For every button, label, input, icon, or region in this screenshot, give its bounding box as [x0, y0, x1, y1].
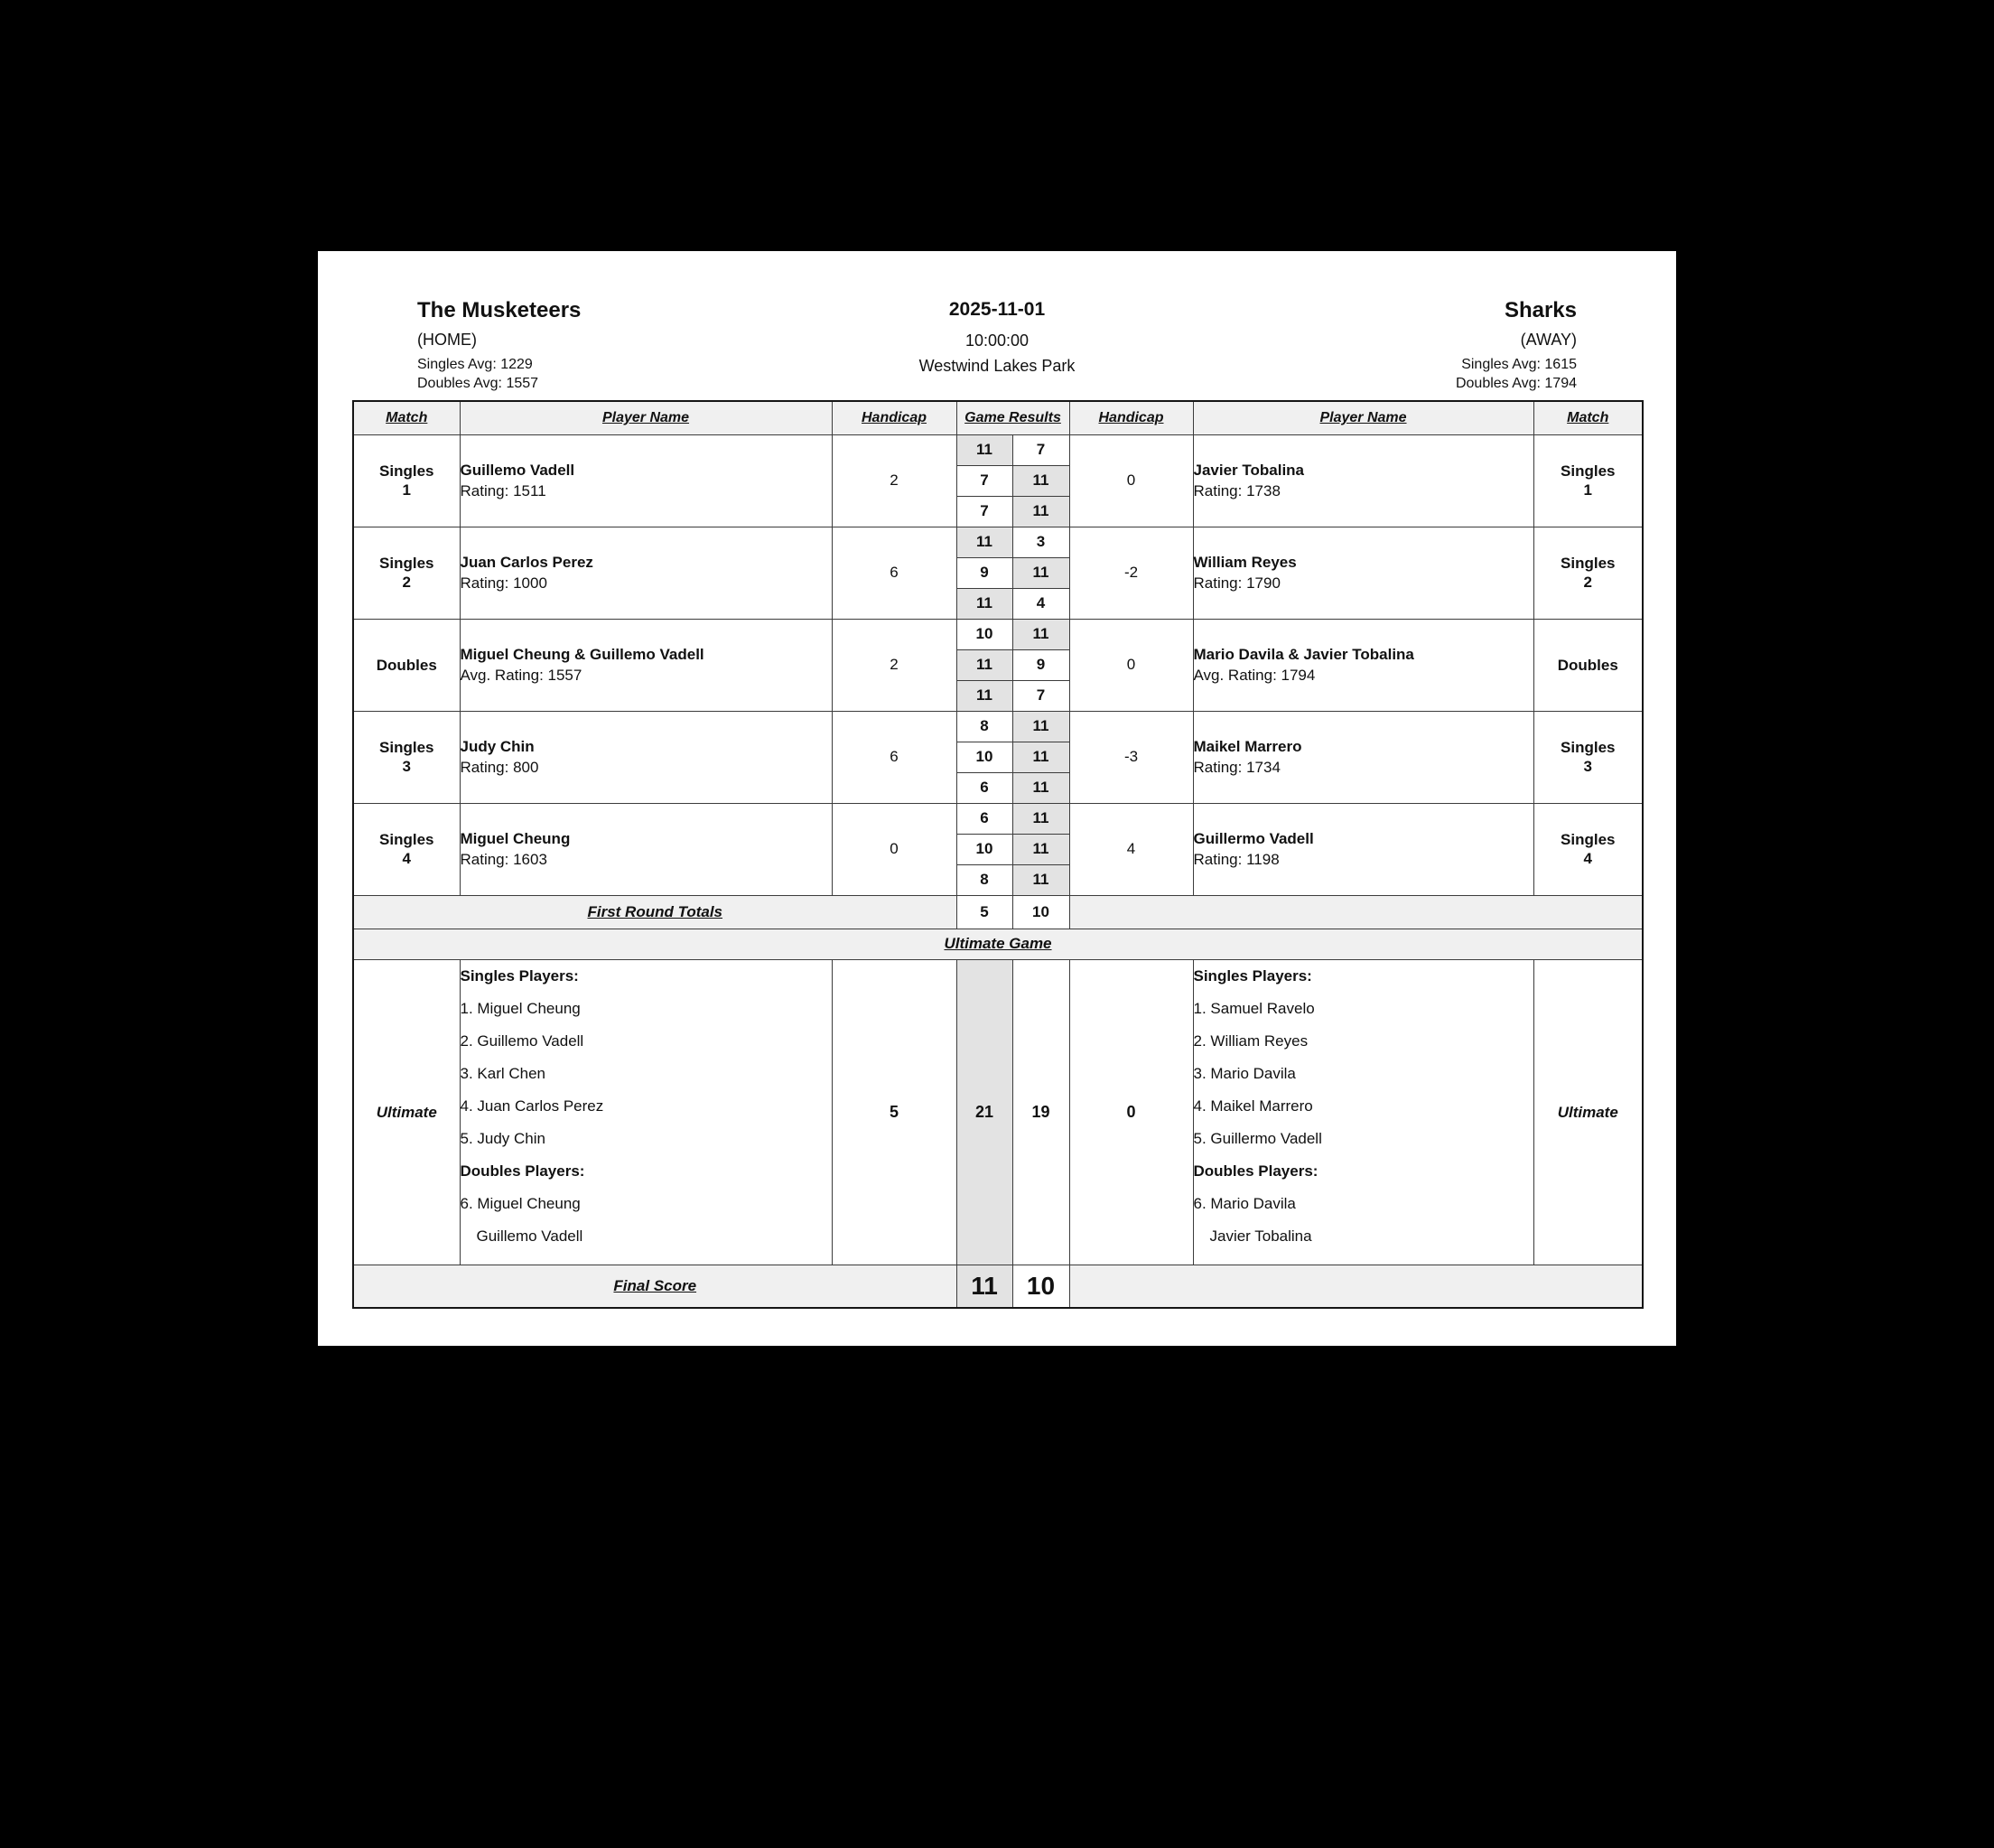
- player-rating: Rating: 1790: [1193, 574, 1281, 592]
- away-doubles-avg: Doubles Avg: 1794: [1455, 376, 1577, 391]
- col-header-handicap-away: Handicap: [1069, 401, 1193, 434]
- home-player-cell: [460, 527, 832, 619]
- player-rating: Rating: 1738: [1193, 482, 1281, 499]
- home-side-label: (HOME): [417, 331, 477, 349]
- player-rating: Rating: 800: [460, 759, 539, 776]
- match-row-singles1: [353, 434, 1643, 465]
- home-player-cell: [460, 434, 832, 527]
- home-handicap: 6: [832, 711, 956, 803]
- player-name: William Reyes: [1193, 554, 1297, 571]
- away-player-cell: [1193, 803, 1533, 895]
- match-label-line1: Singles: [379, 462, 434, 480]
- final-score-away: 10: [1012, 1265, 1069, 1308]
- match-label-away: [1533, 711, 1643, 803]
- match-label-line1: Singles: [379, 831, 434, 848]
- home-player-cell: [460, 619, 832, 711]
- match-venue: Westwind Lakes Park: [918, 357, 1076, 375]
- player-name: Guillermo Vadell: [1193, 830, 1314, 847]
- ultimate-game-section-label: Ultimate Game: [353, 929, 1643, 959]
- match-label-line1: Singles: [1561, 831, 1616, 848]
- match-label-line2: 1: [402, 481, 411, 499]
- list-item: Guillemo Vadell: [476, 1227, 583, 1245]
- list-item: 2. Guillemo Vadell: [460, 1031, 584, 1050]
- match-row-singles3: [353, 711, 1643, 742]
- list-item: 6. Mario Davila: [1193, 1194, 1296, 1212]
- table-wrapper: [318, 400, 1676, 1309]
- away-singles-avg: Singles Avg: 1615: [1461, 357, 1577, 372]
- home-doubles-avg: Doubles Avg: 1557: [417, 376, 539, 391]
- match-row-singles4: [353, 803, 1643, 834]
- away-side-label: (AWAY): [1520, 331, 1577, 349]
- away-player-cell: [1193, 619, 1533, 711]
- final-score-row: [353, 1265, 1643, 1308]
- game-score-home: 10: [956, 834, 1012, 864]
- away-player-cell: [1193, 711, 1533, 803]
- match-label-away: [1533, 619, 1643, 711]
- away-handicap: -2: [1069, 527, 1193, 619]
- player-name: Judy Chin: [460, 738, 535, 755]
- list-item: 5. Guillermo Vadell: [1193, 1129, 1322, 1147]
- singles-players-heading: Singles Players:: [460, 966, 579, 985]
- game-score-home: 7: [956, 496, 1012, 527]
- match-label-away: [1533, 434, 1643, 527]
- scoresheet-header: [318, 251, 1676, 400]
- home-handicap: 6: [832, 527, 956, 619]
- player-rating: Rating: 1603: [460, 851, 547, 868]
- game-score-home: 6: [956, 803, 1012, 834]
- totals-filler: [1069, 895, 1643, 929]
- match-table: [352, 400, 1644, 1309]
- player-rating: Avg. Rating: 1557: [460, 667, 582, 684]
- col-header-match-home: Match: [353, 401, 460, 434]
- game-score-away: 11: [1012, 619, 1069, 649]
- ultimate-away-player-list: [1193, 959, 1533, 1265]
- game-score-away: 3: [1012, 527, 1069, 557]
- match-label-home: [353, 803, 460, 895]
- player-rating: Rating: 1511: [460, 482, 546, 499]
- game-score-away: 7: [1012, 434, 1069, 465]
- player-name: Javier Tobalina: [1193, 462, 1305, 479]
- ultimate-home-handicap: 5: [832, 959, 956, 1265]
- list-item: 6. Miguel Cheung: [460, 1194, 581, 1212]
- game-score-away: 11: [1012, 557, 1069, 588]
- first-round-total-home: 5: [956, 895, 1012, 929]
- final-score-home: 11: [956, 1265, 1012, 1308]
- viewer-background: [0, 251, 1994, 1848]
- game-score-away: 11: [1012, 711, 1069, 742]
- match-label-home: [353, 527, 460, 619]
- ultimate-home-player-list: [460, 959, 832, 1265]
- match-label-line2: 4: [1583, 850, 1592, 867]
- match-label-line2: 4: [402, 850, 411, 867]
- away-handicap: -3: [1069, 711, 1193, 803]
- game-score-away: 11: [1012, 496, 1069, 527]
- col-header-match-away: Match: [1533, 401, 1643, 434]
- list-item: 4. Juan Carlos Perez: [460, 1097, 604, 1115]
- match-label-line1: Singles: [1561, 462, 1616, 480]
- first-round-total-away: 10: [1012, 895, 1069, 929]
- match-label-line2: 2: [1583, 574, 1592, 591]
- match-label-line1: Singles: [379, 555, 434, 572]
- doubles-players-heading: Doubles Players:: [1193, 1162, 1318, 1180]
- player-rating: Rating: 1198: [1193, 851, 1280, 868]
- game-score-away: 11: [1012, 742, 1069, 772]
- game-score-home: 11: [956, 588, 1012, 619]
- list-item: 5. Judy Chin: [460, 1129, 545, 1147]
- first-round-totals-row: [353, 895, 1643, 929]
- col-header-handicap-home: Handicap: [832, 401, 956, 434]
- match-label-line2: 1: [1583, 481, 1592, 499]
- event-block: [919, 298, 1076, 400]
- player-rating: Rating: 1000: [460, 574, 547, 592]
- player-rating: Rating: 1734: [1193, 759, 1281, 776]
- match-label-line1: Singles: [1561, 739, 1616, 756]
- game-score-home: 10: [956, 619, 1012, 649]
- list-item: 2. William Reyes: [1193, 1031, 1309, 1050]
- home-singles-avg: Singles Avg: 1229: [417, 357, 533, 372]
- list-item: 3. Karl Chen: [460, 1064, 545, 1082]
- player-name: Guillemo Vadell: [460, 462, 575, 479]
- game-score-home: 8: [956, 864, 1012, 895]
- scoresheet-page: [318, 251, 1676, 1346]
- home-team-name: The Musketeers: [417, 298, 582, 322]
- game-score-away: 7: [1012, 680, 1069, 711]
- match-label-line1: Singles: [379, 739, 434, 756]
- game-score-away: 11: [1012, 772, 1069, 803]
- game-score-home: 11: [956, 649, 1012, 680]
- match-time: 10:00:00: [964, 331, 1030, 350]
- game-score-home: 11: [956, 434, 1012, 465]
- ultimate-away-score: 19: [1012, 959, 1069, 1265]
- home-handicap: 2: [832, 434, 956, 527]
- match-row-singles2: [353, 527, 1643, 557]
- player-name: Miguel Cheung: [460, 830, 571, 847]
- list-item: 1. Samuel Ravelo: [1193, 999, 1315, 1017]
- match-label-line2: 2: [402, 574, 411, 591]
- away-team-name: Sharks: [1504, 298, 1577, 322]
- away-player-cell: [1193, 527, 1533, 619]
- away-handicap: 0: [1069, 434, 1193, 527]
- ultimate-match-label-home: Ultimate: [353, 959, 460, 1265]
- list-item: 4. Maikel Marrero: [1193, 1097, 1313, 1115]
- list-item: 3. Mario Davila: [1193, 1064, 1296, 1082]
- away-player-cell: [1193, 434, 1533, 527]
- game-score-away: 11: [1012, 465, 1069, 496]
- away-handicap: 0: [1069, 619, 1193, 711]
- match-label-home: [353, 434, 460, 527]
- match-label-home: [353, 711, 460, 803]
- home-handicap: 0: [832, 803, 956, 895]
- ultimate-away-handicap: 0: [1069, 959, 1193, 1265]
- game-score-away: 11: [1012, 803, 1069, 834]
- game-score-home: 6: [956, 772, 1012, 803]
- match-label-away: [1533, 803, 1643, 895]
- match-label-away: [1533, 527, 1643, 619]
- column-header-row: [353, 401, 1643, 434]
- first-round-totals-label: First Round Totals: [353, 895, 956, 929]
- game-score-away: 11: [1012, 834, 1069, 864]
- doubles-players-heading: Doubles Players:: [460, 1162, 585, 1180]
- home-team-block: [417, 298, 919, 400]
- ultimate-home-score: 21: [956, 959, 1012, 1265]
- player-name: Miguel Cheung & Guillemo Vadell: [460, 646, 704, 663]
- game-score-home: 9: [956, 557, 1012, 588]
- player-rating: Avg. Rating: 1794: [1193, 667, 1316, 684]
- game-score-home: 11: [956, 527, 1012, 557]
- game-score-home: 8: [956, 711, 1012, 742]
- match-label-line1: Doubles: [376, 656, 437, 674]
- player-name: Juan Carlos Perez: [460, 554, 593, 571]
- game-score-home: 11: [956, 680, 1012, 711]
- col-header-player-away: Player Name: [1193, 401, 1533, 434]
- ultimate-row: [353, 959, 1643, 1265]
- match-label-line1: Doubles: [1557, 656, 1618, 674]
- ultimate-game-section-row: [353, 929, 1643, 959]
- home-handicap: 2: [832, 619, 956, 711]
- game-score-away: 4: [1012, 588, 1069, 619]
- match-label-home: [353, 619, 460, 711]
- col-header-game-results: Game Results: [956, 401, 1069, 434]
- col-header-player-home: Player Name: [460, 401, 832, 434]
- list-item: Javier Tobalina: [1209, 1227, 1312, 1245]
- game-score-away: 9: [1012, 649, 1069, 680]
- away-handicap: 4: [1069, 803, 1193, 895]
- match-date: 2025-11-01: [948, 299, 1046, 320]
- singles-players-heading: Singles Players:: [1193, 966, 1312, 985]
- home-player-cell: [460, 711, 832, 803]
- final-filler: [1069, 1265, 1643, 1308]
- match-label-line2: 3: [402, 758, 411, 775]
- match-label-line1: Singles: [1561, 555, 1616, 572]
- match-label-line2: 3: [1583, 758, 1592, 775]
- player-name: Maikel Marrero: [1193, 738, 1302, 755]
- home-player-cell: [460, 803, 832, 895]
- away-team-block: [1075, 298, 1577, 400]
- match-row-doubles: [353, 619, 1643, 649]
- list-item: 1. Miguel Cheung: [460, 999, 581, 1017]
- player-name: Mario Davila & Javier Tobalina: [1193, 646, 1414, 663]
- game-score-home: 10: [956, 742, 1012, 772]
- ultimate-match-label-away: Ultimate: [1533, 959, 1643, 1265]
- game-score-away: 11: [1012, 864, 1069, 895]
- final-score-label: Final Score: [353, 1265, 956, 1308]
- game-score-home: 7: [956, 465, 1012, 496]
